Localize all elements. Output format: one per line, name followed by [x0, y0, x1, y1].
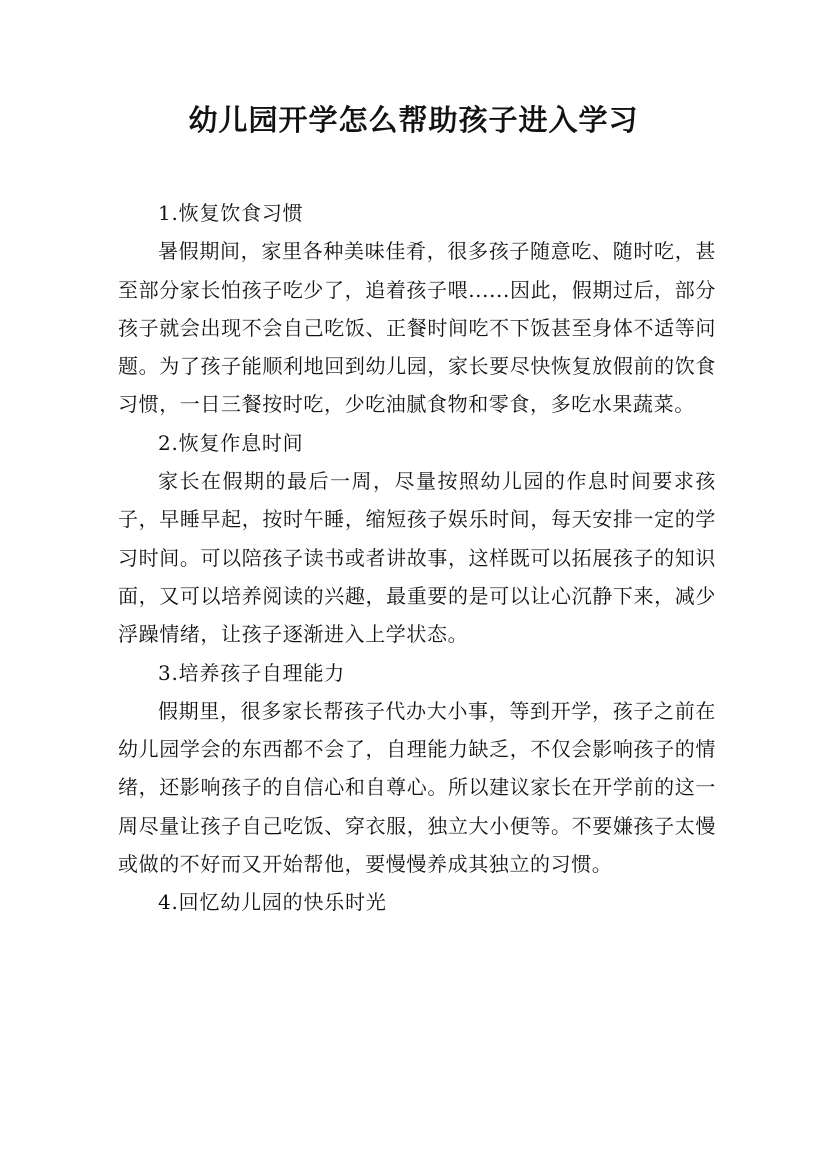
section-paragraph-1: 暑假期间，家里各种美味佳肴，很多孩子随意吃、随时吃，甚至部分家长怕孩子吃少了，追着孩子喂......因此，假期过后，部分孩子就会出现不会自己吃饭、正餐时间吃不下饭甚至身体不适等问题。为了孩子能顺利地回到幼儿园，家长要尽快恢复放假前的饮食习惯，一日三餐按时吃，少吃油腻食物和零食，多吃水果蔬菜。	[118, 239, 716, 417]
section-paragraph-3: 假期里，很多家长帮孩子代办大小事，等到开学，孩子之前在幼儿园学会的东西都不会了，自理能力缺乏，不仅会影响孩子的情绪，还影响孩子的自信心和自尊心。所以建议家长在开学前的这一周尽量让孩子自己吃饭、穿衣服，独立大小便等。不要嫌孩子太慢或做的不好而又开始帮他，要慢慢养成其独立的习惯。	[118, 698, 716, 877]
section-heading-4: 4.回忆幼儿园的快乐时光	[158, 890, 387, 915]
document-title: 幼儿园开学怎么帮助孩子进入学习	[188, 103, 639, 137]
section-heading-2: 2.恢复作息时间	[158, 430, 304, 455]
section-heading-3: 3.培养孩子自理能力	[158, 660, 346, 685]
document-body	[118, 194, 716, 922]
section-heading-1: 1.恢复饮食习惯	[158, 201, 304, 225]
section-paragraph-2: 家长在假期的最后一周，尽量按照幼儿园的作息时间要求孩子，早睡早起，按时午睡，缩短孩子娱乐时间，每天安排一定的学习时间。可以陪孩子读书或者讲故事，这样既可以拓展孩子的知识面，又可以培养阅读的兴趣，最重要的是可以让心沉静下来，减少浮躁情绪，让孩子逐渐进入上学状态。	[118, 469, 716, 647]
